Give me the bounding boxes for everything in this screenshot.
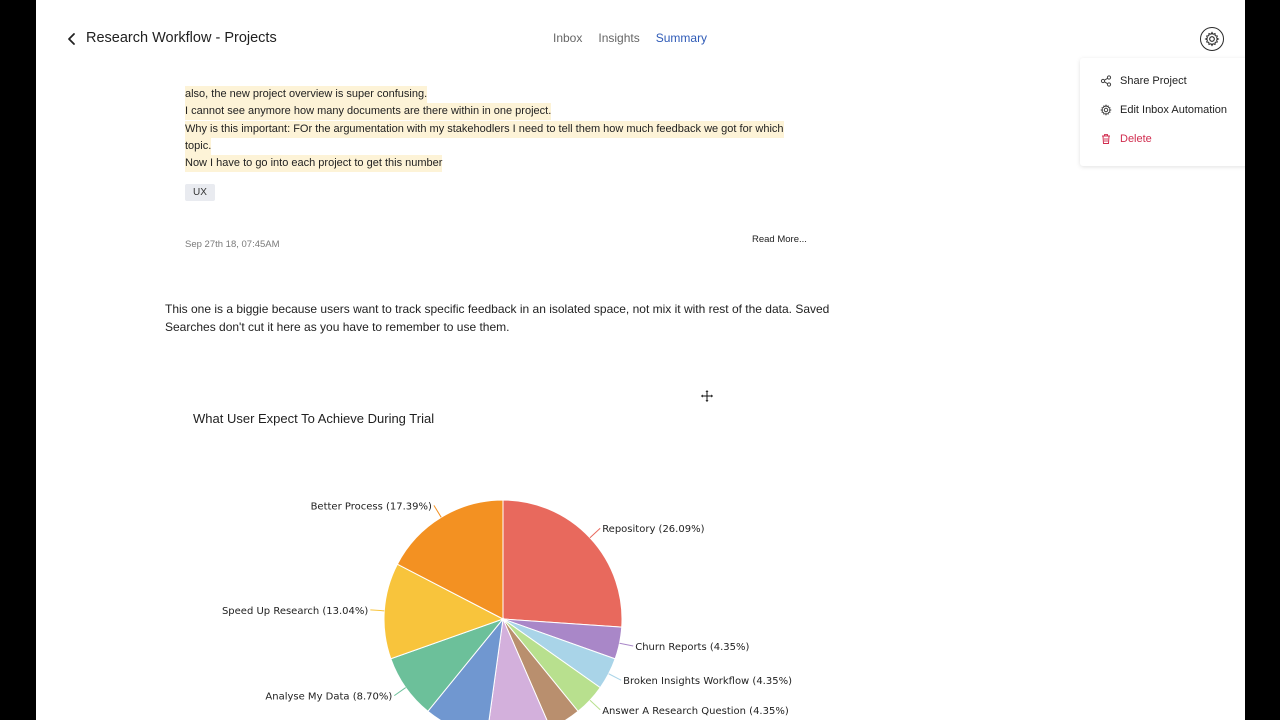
feedback-date: Sep 27th 18, 07:45AM [185,239,280,250]
pie-label-leader [590,700,600,710]
edit-inbox-automation-label: Edit Inbox Automation [1120,104,1228,116]
pie-slice-label: Answer A Research Question (4.35%) [602,705,789,717]
pie-slice-label: Speed Up Research (13.04%) [221,605,369,617]
pie-slice-label: Churn Reports (4.35%) [635,642,750,654]
feedback-line: also, the new project overview is super confusing. [185,86,427,103]
share-project-label: Share Project [1120,75,1187,87]
page [36,0,1245,720]
tab-inbox[interactable]: Inbox [553,31,583,45]
tag-badge[interactable]: UX [185,184,215,201]
pie-label-leader [590,528,600,538]
pie-slice[interactable] [503,500,622,627]
delete-label: Delete [1120,133,1152,145]
feedback-line: topic. [185,138,211,155]
pie-slice-label: Analyse My Data (8.70%) [265,691,393,703]
pie-label-leader [609,674,621,680]
pie-slice-label: Repository (26.09%) [602,524,705,536]
feedback-line: Now I have to go into each project to get this number [185,155,442,172]
tab-insights[interactable]: Insights [598,31,640,45]
pie-label-leader [370,610,384,611]
pie-label-leader [394,688,405,696]
chart-title: What User Expect To Achieve During Trial [193,411,435,426]
pie-label-leader [434,505,441,517]
feedback-line: I cannot see anymore how many documents are there within in one project. [185,103,551,120]
read-more-link[interactable]: Read More... [752,234,807,245]
pie-label-leader [620,643,634,646]
pie-slice-label: Broken Insights Workflow (4.35%) [623,676,793,688]
pie-slice-label: Better Process (17.39%) [310,501,432,513]
summary-paragraph: This one is a biggie because users want to track specific feedback in an isolated space, not mix it with rest of the data. Saved Searches don't cut it here as you have to remember to use them. [165,302,830,334]
page-title: Research Workflow - Projects [86,30,277,46]
tab-summary[interactable]: Summary [655,31,708,45]
feedback-line: Why is this important: FOr the argumentation with my stakehodlers I need to tell them how much feedback we got for which [185,121,784,138]
pie-chart [36,0,1245,720]
